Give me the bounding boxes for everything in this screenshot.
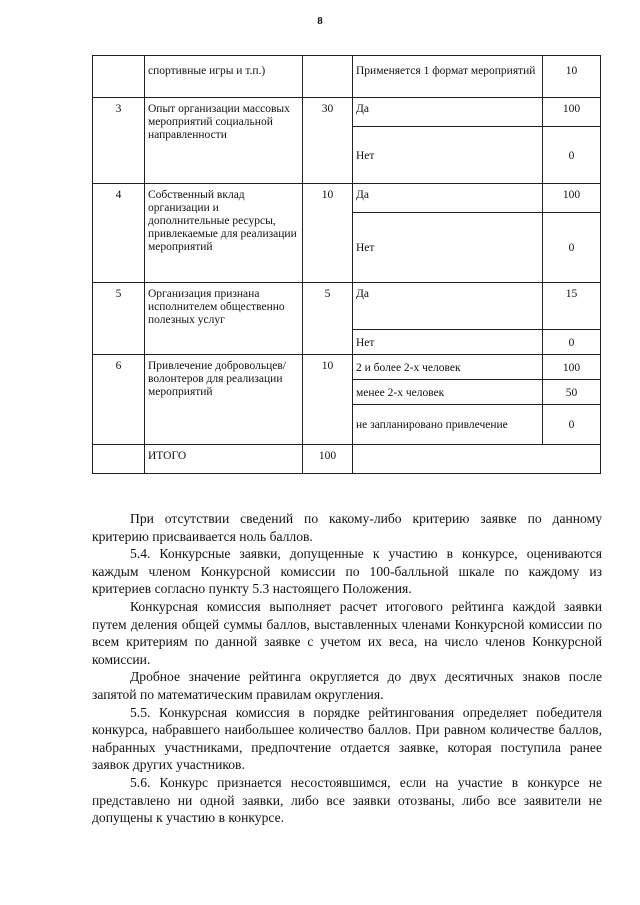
answer-cell: Применяется 1 формат мероприятий — [353, 56, 543, 98]
points-cell: 0 — [543, 127, 601, 184]
weight-cell — [303, 56, 353, 98]
points-cell: 15 — [543, 283, 601, 330]
points-cell: 50 — [543, 380, 601, 405]
answer-cell: Нет — [353, 213, 543, 283]
total-label: ИТОГО — [145, 445, 303, 474]
empty-cell — [353, 445, 601, 474]
points-cell: 10 — [543, 56, 601, 98]
criterion-cell: Опыт организации массовых мероприятий социальной направленности — [145, 98, 303, 184]
num-cell — [93, 445, 145, 474]
body-text — [92, 510, 602, 827]
paragraph: Конкурсная комиссия выполняет расчет итогового рейтинга каждой заявки путем деления общей суммы баллов, выставленных членами Конкурсной комиссии по всем критериям по данной заявке с учетом их веса, на число членов Конкурсной комиссии. — [92, 598, 602, 667]
points-cell: 100 — [543, 355, 601, 380]
num-cell: 6 — [93, 355, 145, 445]
total-value: 100 — [303, 445, 353, 474]
table-row — [93, 56, 601, 98]
paragraph: 5.6. Конкурс признается несостоявшимся, если на участие в конкурсе не представлено ни одной заявки, либо все заявки отозваны, либо все заявители не допущены к участию в конкурсе. — [92, 774, 602, 826]
table-row — [93, 98, 601, 127]
paragraph: При отсутствии сведений по какому-либо критерию заявке по данному критерию присваивается ноль баллов. — [92, 511, 602, 544]
answer-cell: Да — [353, 98, 543, 127]
points-cell: 0 — [543, 405, 601, 445]
num-cell: 3 — [93, 98, 145, 184]
weight-cell: 5 — [303, 283, 353, 355]
table-row — [93, 184, 601, 213]
points-cell: 100 — [543, 98, 601, 127]
criterion-cell: Собственный вклад организации и дополнительные ресурсы, привлекаемые для реализации мероприятий — [145, 184, 303, 283]
points-cell: 100 — [543, 184, 601, 213]
answer-cell: Да — [353, 184, 543, 213]
answer-cell: Да — [353, 283, 543, 330]
weight-cell: 10 — [303, 355, 353, 445]
page-number: 8 — [317, 15, 323, 27]
table-total-row — [93, 445, 601, 474]
answer-cell: Нет — [353, 127, 543, 184]
answer-cell: Нет — [353, 330, 543, 355]
points-cell: 0 — [543, 213, 601, 283]
table-row — [93, 283, 601, 330]
answer-cell: менее 2-х человек — [353, 380, 543, 405]
num-cell: 4 — [93, 184, 145, 283]
criterion-cell: спортивные игры и т.п.) — [145, 56, 303, 98]
weight-cell: 10 — [303, 184, 353, 283]
answer-cell: 2 и более 2-х человек — [353, 355, 543, 380]
num-cell — [93, 56, 145, 98]
paragraph: 5.4. Конкурсные заявки, допущенные к участию в конкурсе, оцениваются каждым членом Конкурсной комиссии по 100-балльной шкале по каждому из критериев согласно пункту 5.3 настоящего Положения. — [92, 546, 602, 597]
weight-cell: 30 — [303, 98, 353, 184]
criterion-cell: Привлечение добровольцев/ волонтеров для реализации мероприятий — [145, 355, 303, 445]
table-row — [93, 355, 601, 380]
criterion-cell: Организация признана исполнителем общественно полезных услуг — [145, 283, 303, 355]
paragraph: 5.5. Конкурсная комиссия в порядке рейтингования определяет победителя конкурса, набравшего наибольшее количество баллов. При равном количестве баллов, набранных участниками, предпочтение отдается заявке, которая поступила ранее заявок других участников. — [92, 704, 602, 773]
answer-cell: не запланировано привлечение — [353, 405, 543, 445]
points-cell: 0 — [543, 330, 601, 355]
num-cell: 5 — [93, 283, 145, 355]
criteria-table — [92, 55, 601, 474]
paragraph: Дробное значение рейтинга округляется до двух десятичных знаков после запятой по математическим правилам округления. — [92, 669, 602, 702]
